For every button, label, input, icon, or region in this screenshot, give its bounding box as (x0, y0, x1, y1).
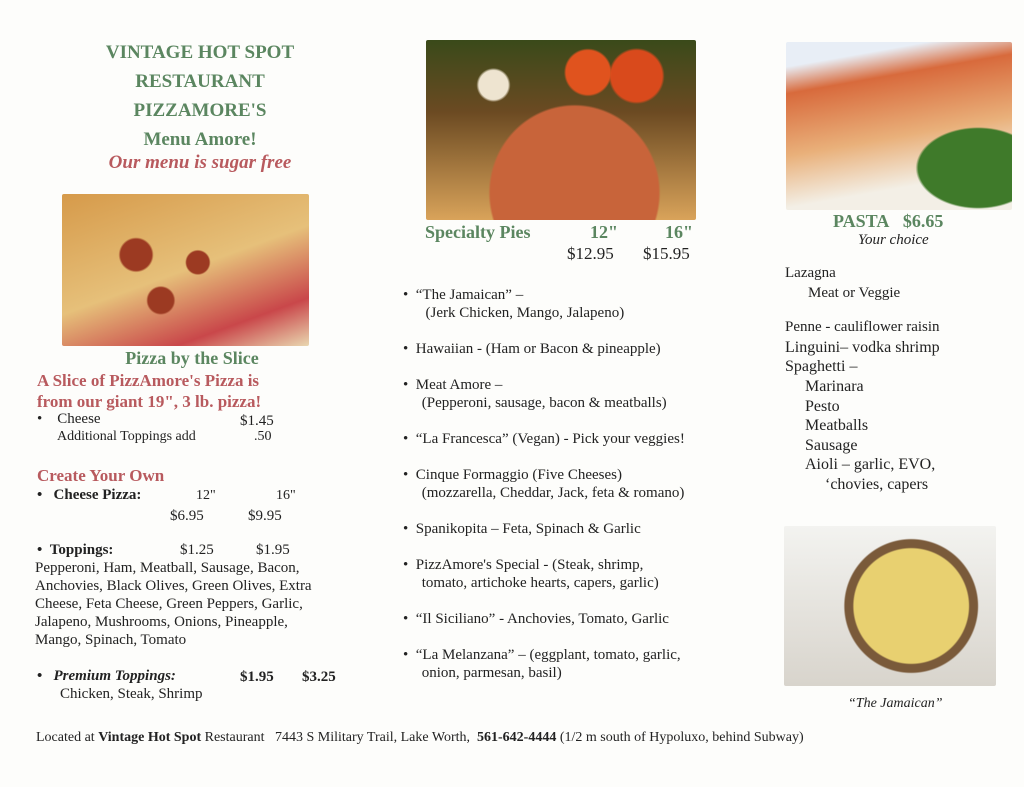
cheese-price-12: $6.95 (170, 508, 204, 524)
pasta-item: Meatballs (805, 417, 869, 435)
slice-extra-price: .50 (254, 429, 272, 444)
pasta-item: Meat or Veggie (808, 284, 901, 301)
specialty-item-name: Spanikopita – Feta, Spinach & Garlic (415, 521, 641, 537)
specialty-size-16: 16" (665, 222, 693, 242)
specialty-item: • Meat Amore – (Pepperoni, sausage, bacon & meatballs) (403, 377, 667, 411)
slice-price: $1.45 (240, 413, 274, 429)
premium-label-text: Premium Toppings: (53, 668, 176, 684)
specialty-item-name: Meat Amore – (415, 377, 503, 393)
premium-items: Chicken, Steak, Shrimp (60, 686, 203, 702)
specialty-price-16: $15.95 (643, 244, 690, 263)
size-12: 12" (196, 488, 216, 503)
specialty-item: • PizzAmore's Special - (Steak, shrimp, tomato, artichoke hearts, capers, garlic) (403, 557, 659, 591)
slice-item: Cheese (57, 411, 101, 427)
pasta-list (785, 264, 940, 495)
toppings-price-12: $1.25 (180, 542, 214, 558)
specialty-item-name: “Il Siciliano” - Anchovies, Tomato, Garlic (415, 611, 669, 627)
specialty-item-name: “The Jamaican” – (415, 287, 524, 303)
header-line: Menu Amore! (143, 129, 257, 150)
pasta-item: Sausage (805, 436, 858, 454)
premium-label: • Premium Toppings: (37, 668, 176, 684)
footer-address: Restaurant 7443 S Military Trail, Lake Worth, (201, 730, 477, 745)
specialty-title: Specialty Pies (425, 222, 531, 242)
footer-venue: Vintage Hot Spot (98, 730, 202, 745)
pasta-spacer (785, 303, 940, 318)
cheese-pizza-label: • Cheese Pizza: (37, 487, 142, 503)
pasta-item: Marinara (805, 377, 864, 395)
header-line: RESTAURANT (135, 71, 265, 92)
specialty-item-name: “La Francesca” (Vegan) - Pick your veggies! (415, 431, 685, 447)
specialty-size-12: 12" (590, 222, 618, 242)
specialty-item-desc: (mozzarella, Cheddar, Jack, feta & romano) (421, 485, 685, 501)
premium-price-12: $1.95 (240, 669, 274, 685)
toppings-line: Mango, Spinach, Tomato (35, 632, 187, 648)
lasagna-photo (786, 42, 1012, 210)
specialty-item-name: Cinque Formaggio (Five Cheeses) (415, 467, 622, 483)
pasta-item: Lazagna (785, 265, 836, 281)
slice-extra: Additional Toppings add (57, 429, 196, 444)
pasta-subtitle: Your choice (858, 232, 929, 248)
specialty-item: • Spanikopita – Feta, Spinach & Garlic (403, 521, 641, 537)
tagline: Our menu is sugar free (108, 152, 292, 173)
specialty-item: • Cinque Formaggio (Five Cheeses) (mozzarella, Cheddar, Jack, feta & romano) (403, 467, 685, 501)
specialty-price-12: $12.95 (567, 244, 614, 263)
toppings-line: Anchovies, Black Olives, Green Olives, Extra (35, 578, 312, 594)
pasta-title (833, 211, 943, 232)
specialty-item: • “Il Siciliano” - Anchovies, Tomato, Garlic (403, 611, 669, 627)
pasta-item: Spaghetti – (785, 358, 858, 376)
premium-price-16: $3.25 (302, 669, 336, 685)
specialty-item: • “The Jamaican” – (Jerk Chicken, Mango, Jalapeno) (403, 287, 625, 321)
slice-desc-line: A Slice of PizzAmore's Pizza is (37, 371, 260, 390)
cheese-price-16: $9.95 (248, 508, 282, 524)
specialty-item-desc: (Pepperoni, sausage, bacon & meatballs) (421, 395, 667, 411)
footer-directions: (1/2 m south of Hypoluxo, behind Subway) (556, 730, 804, 745)
pasta-item: Linguini– vodka shrimp (785, 338, 940, 356)
specialty-item-name: “La Melanzana” – (eggplant, tomato, garlic, (415, 647, 681, 663)
pasta-price: $6.65 (902, 211, 944, 231)
create-title: Create Your Own (37, 466, 165, 485)
specialty-pizza-photo (426, 40, 696, 220)
slice-description (37, 370, 261, 412)
specialty-item-desc: (Jerk Chicken, Mango, Jalapeno) (425, 305, 625, 321)
specialty-item-desc: onion, parmesan, basil) (421, 665, 562, 681)
specialty-item-desc: tomato, artichoke hearts, capers, garlic) (421, 575, 659, 591)
slice-title: Pizza by the Slice (125, 348, 259, 368)
specialty-item: • “La Francesca” (Vegan) - Pick your veggies! (403, 431, 685, 447)
pasta-item: ‘chovies, capers (825, 475, 929, 493)
toppings-line: Jalapeno, Mushrooms, Onions, Pineapple, (35, 614, 288, 630)
cheese-label: Cheese Pizza: (53, 487, 142, 503)
toppings-line: Pepperoni, Ham, Meatball, Sausage, Bacon, (35, 560, 300, 576)
header-line: PIZZAMORE'S (133, 100, 267, 121)
size-16: 16" (276, 488, 296, 503)
footer-pre: Located at (36, 730, 99, 745)
specialty-item-name: PizzAmore's Special - (Steak, shrimp, (415, 557, 644, 573)
slice-cheese: • Cheese (37, 411, 101, 427)
specialty-item-name: Hawaiian - (Ham or Bacon & pineapple) (415, 341, 661, 357)
footer-location (36, 730, 804, 746)
toppings-label: • Toppings: (37, 542, 114, 558)
pasta-item: Pesto (805, 397, 840, 415)
specialty-item: • “La Melanzana” – (eggplant, tomato, garlic, onion, parmesan, basil) (403, 647, 681, 681)
specialty-item: • Hawaiian - (Ham or Bacon & pineapple) (403, 341, 661, 357)
toppings-label-text: Toppings: (49, 542, 114, 558)
toppings-line: Cheese, Feta Cheese, Green Peppers, Garlic, (35, 596, 303, 612)
jamaican-caption: “The Jamaican” (848, 696, 943, 711)
footer-phone: 561-642-4444 (477, 730, 557, 745)
toppings-price-16: $1.95 (256, 542, 290, 558)
header-line: VINTAGE HOT SPOT (105, 42, 295, 63)
menu-header (60, 38, 340, 154)
slice-desc-line: from our giant 19", 3 lb. pizza! (37, 392, 262, 411)
pasta-item: Aioli – garlic, EVO, (805, 456, 936, 474)
pasta-item: Penne - cauliflower raisin (785, 319, 940, 336)
jamaican-pizza-photo (784, 526, 996, 686)
pasta-title-text: PASTA (833, 211, 890, 231)
pizza-slice-photo (62, 194, 309, 346)
toppings-list (35, 559, 312, 649)
